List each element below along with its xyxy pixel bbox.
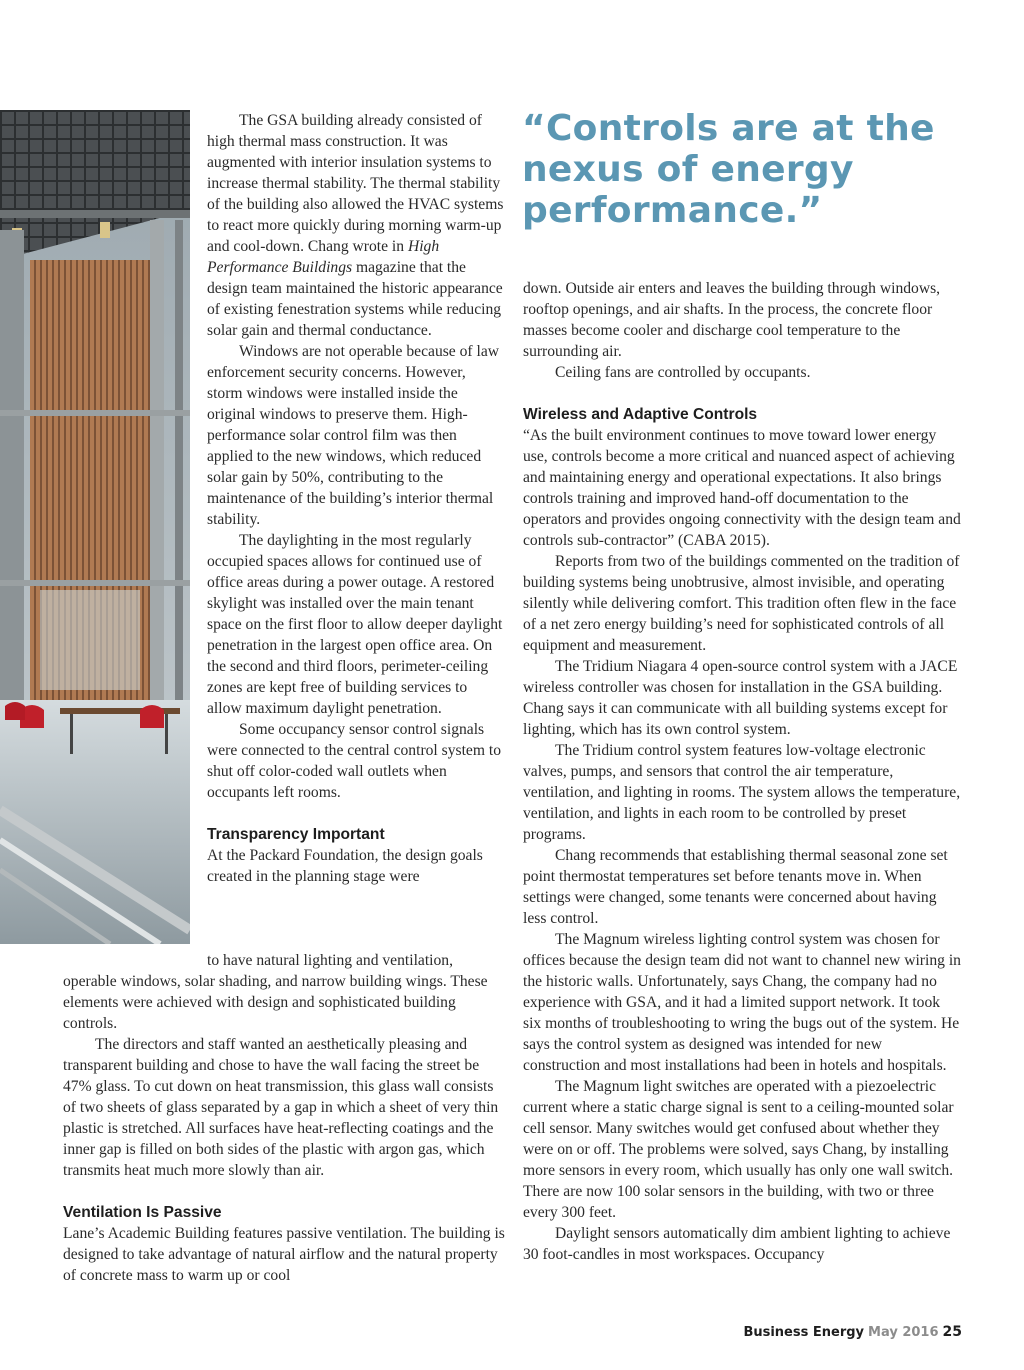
paragraph: Reports from two of the buildings commented on the tradition of building systems being unobtrusive, almost invisible, and operating silently while delivering comfort. This tradition often flew in the face of a net zero energy building’s need for sophisticated controls of all equipment and measurement. [523,553,960,654]
column-left-upper [207,110,505,887]
section-heading-transparency: Transparency Important [207,826,385,843]
paragraph: The GSA building already consisted of high thermal mass construction. It was augmented with interior insulation systems to increase thermal stability. The thermal stability of the building also allowed the HVAC systems to react more quickly during morning warm-up and cool-down. Chang wrote in High Performance Buildings magazine that the design team maintained the historic appearance of existing fenestration systems while reducing solar gain and thermal conductance. [207,112,504,339]
section-heading-wireless: Wireless and Adaptive Controls [523,406,758,423]
paragraph: The Magnum wireless lighting control system was chosen for offices because the design team did not want to channel new wiring in the historic walls. Unfortunately, says Chang, the company had no experience with GSA, and it had a limited support network. It took six months of troubleshooting to wring the bugs out of the system. He says the control system as designed was intended for new construction and most installations had been in hotels and hospitals. [523,931,961,1074]
page-footer [743,1324,962,1340]
paragraph: Daylight sensors automatically dim ambient lighting to achieve 30 foot-candles in most workspaces. Occupancy [523,1225,951,1263]
column-left-lower [63,908,505,1286]
paragraph: Chang recommends that establishing thermal seasonal zone set point thermostat temperatures set before tenants move in. When settings were changed, some tenants were concerned about having less control. [523,847,948,927]
paragraph: The Tridium control system features low-voltage electronic valves, pumps, and sensors that control the air temperature, ventilation, and lighting in rooms. The system allows the temperature, ventilation, and lights in each room to be controlled by preset programs. [523,742,961,843]
paragraph: The directors and staff wanted an aesthetically pleasing and transparent building and chose to have the wall facing the street be 47% glass. To cut down on heat transmission, this glass wall consists of two sheets of glass separated by a gap in which a sheet of very thin plastic is stretched. All surfaces have heat-reflecting coatings and the inner gap is filled on both sides of the plastic with argon gas, which transmits heat much more slowly than air. [63,1036,499,1179]
atrium-photo [0,110,190,944]
paragraph: to have natural lighting and ventilation, operable windows, solar shading, and narrow building wings. These elements were achieved with design and sophisticated building controls. [63,952,488,1032]
paragraph: Lane’s Academic Building features passive ventilation. The building is designed to take advantage of natural airflow and the natural property of concrete mass to warm up or cool [63,1225,505,1284]
column-right [523,278,961,1265]
atrium-photo-illustration [0,110,190,944]
section-heading-ventilation: Ventilation Is Passive [63,1204,222,1221]
issue-date: May 2016 [868,1325,939,1340]
paragraph: The daylighting in the most regularly occupied spaces allows for continued use of office areas during a power outage. A restored skylight was installed over the main tenant space on the first floor to allow deeper daylight penetration in the largest open office area. On the second and third floors, perimeter-ceiling zones are kept free of building services to allow maximum daylight penetration. [207,532,503,717]
page-number: 25 [942,1324,962,1340]
pull-quote: “Controls are at the nexus of energy performance.” [522,108,935,231]
paragraph: Ceiling fans are controlled by occupants. [555,364,811,381]
paragraph: “As the built environment continues to move toward lower energy use, controls become a more critical and nuanced aspect of achieving and maintaining energy and operational expectations. It also brings controls training and improved hand-off documentation to the operators and provides ongoing connectivity with the design team and controls sub-contractor” (CABA 2015). [523,427,961,549]
paragraph: The Magnum light switches are operated with a piezoelectric current where a static charge signal is sent to a ceiling-mounted solar cell sensor. Many switches would get confused about whether they were on or off. The problems were solved, says Chang, by installing more sensors in every room, which usually has only one wall switch. There are now 100 solar sensors in the building, with two or three every 300 feet. [523,1078,954,1221]
paragraph: The Tridium Niagara 4 open-source control system with a JACE wireless controller was chosen for installation in the GSA building. Chang says it can communicate with all building systems except for lighting, which has its own control system. [523,658,958,738]
paragraph: Windows are not operable because of law enforcement security concerns. However, storm windows were installed inside the original windows to preserve them. High-performance solar control film was then applied to the new windows, which reduced solar gain by 50%, contributing to the maintenance of the building’s interior thermal stability. [207,343,500,528]
magazine-name: Business Energy [743,1325,865,1340]
paragraph: At the Packard Foundation, the design goals created in the planning stage were [207,847,483,885]
paragraph: Some occupancy sensor control signals were connected to the central control system to shut off color-coded wall outlets when occupants left rooms. [207,721,502,801]
paragraph: down. Outside air enters and leaves the building through windows, rooftop openings, and air shafts. In the process, the concrete floor masses become cooler and discharge cool temperature to the surrounding air. [523,280,941,360]
